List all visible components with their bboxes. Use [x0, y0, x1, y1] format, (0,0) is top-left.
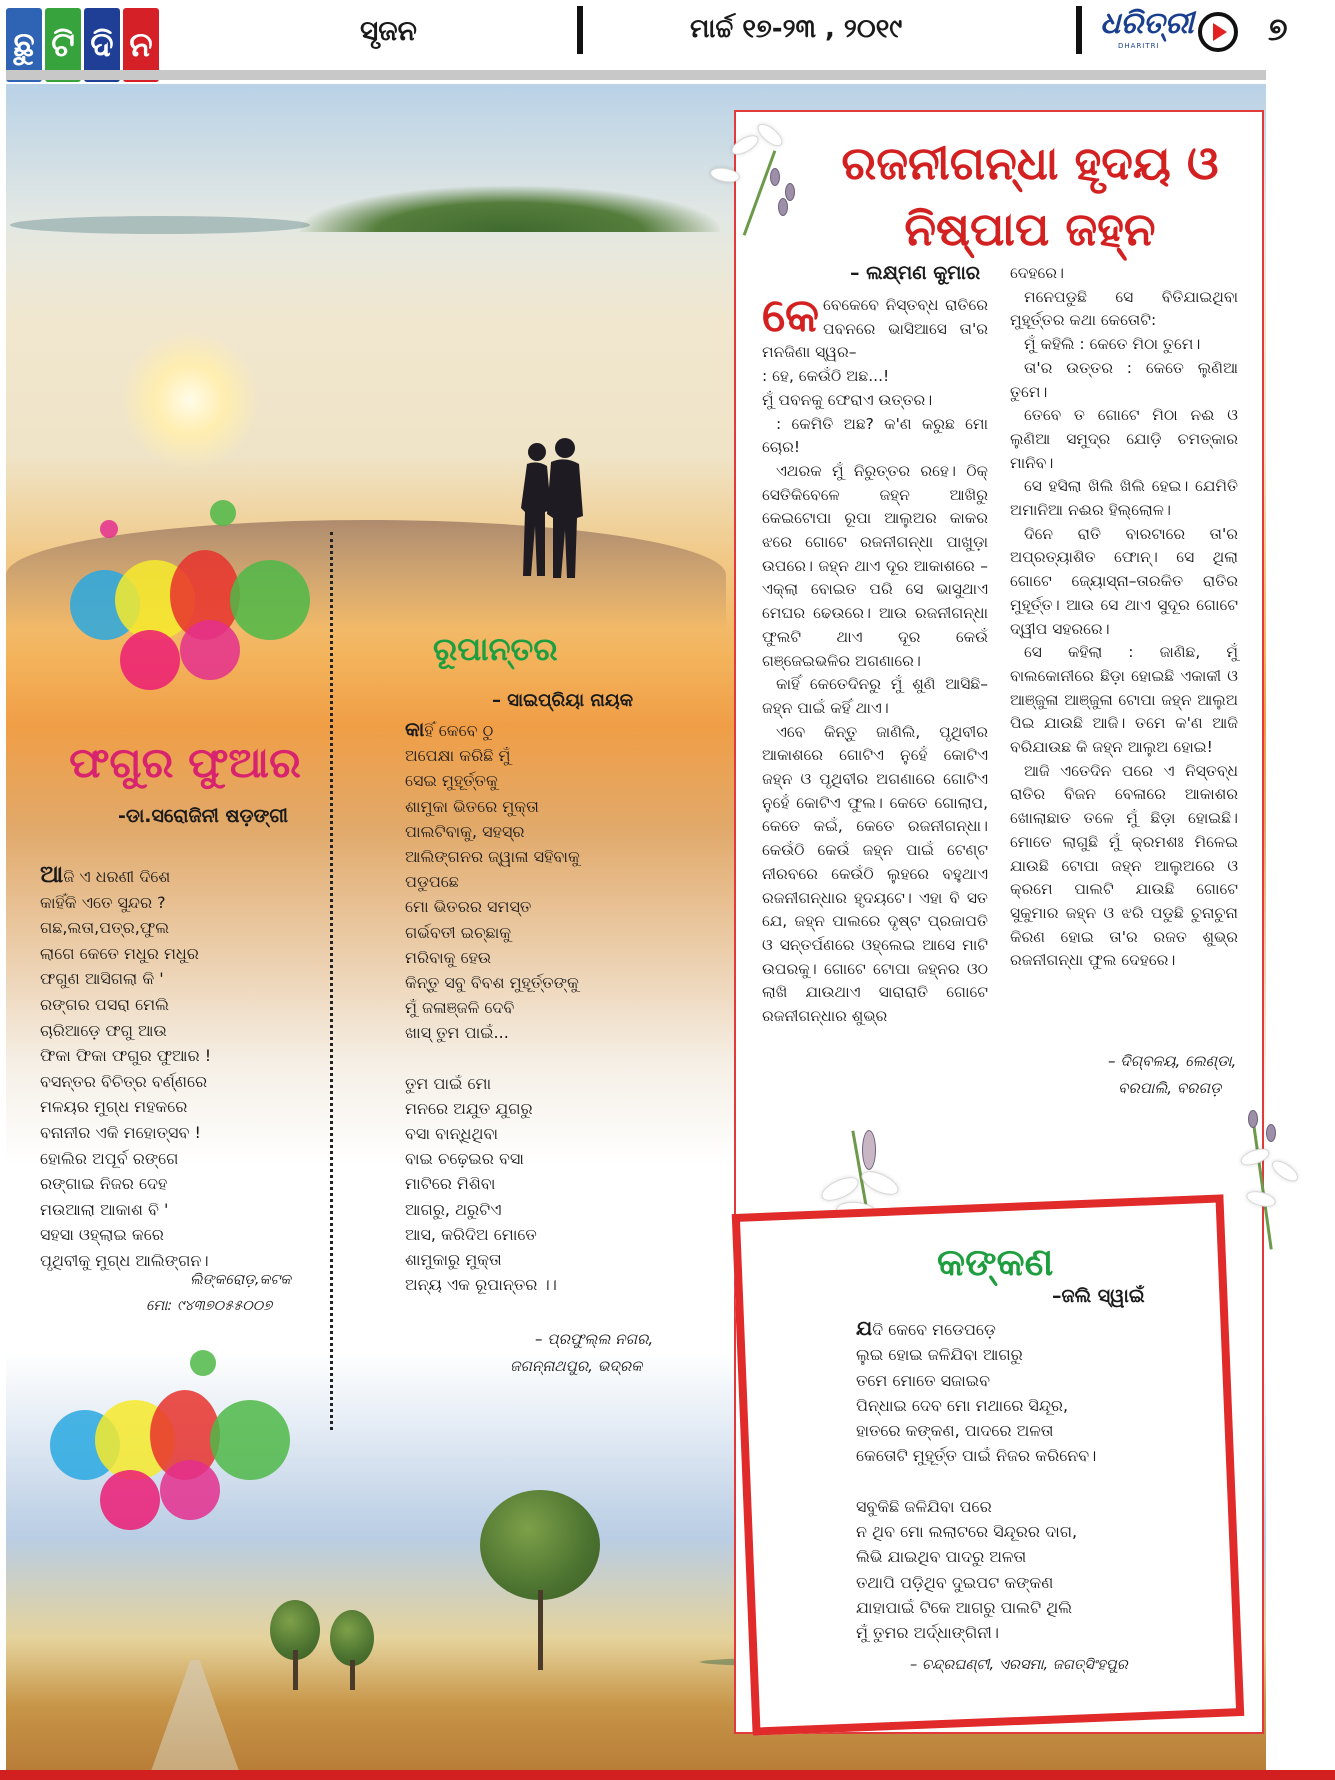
couple-silhouette-image	[505, 438, 595, 580]
article-headline: ରଜନୀଗନ୍ଧା ହୃଦୟ ଓ ନିଷ୍ପାପ ଜହ୍ନ	[841, 136, 1219, 256]
poem-line: ଅନ୍ୟ ଏକ ରୂପାନ୍ତର ।।	[405, 1275, 557, 1295]
poem-line: ଲିଭି ଯାଇଥିବ ପାଦରୁ ଅଳତା	[856, 1547, 1027, 1567]
stanza-gap	[856, 1469, 1186, 1494]
poem-line: ବନାନୀର ଏକି ମହୋତ୍ସବ !	[40, 1122, 201, 1142]
author-address: – ଦିଗ୍‌ବଳୟ, ଲେଣ୍ଡା,	[1108, 1052, 1237, 1070]
poem-body	[405, 717, 675, 1297]
poem-body	[40, 862, 325, 1274]
tree	[330, 1610, 374, 1666]
poem-line: ମୋ ଭିତରର ସମସ୍ତ	[405, 897, 532, 917]
article-paragraph: ତା'ର ଉତ୍ତର : କେତେ ଲୁଣିଆ ତୁମେ।	[1010, 358, 1238, 401]
poem-line: ଆଲିଙ୍ଗନର ଜ୍ୱାଳା ସହିବାକୁ	[405, 847, 580, 867]
poem-line: ତମେ ମୋତେ ସଜାଇବ	[856, 1370, 990, 1390]
distant-hills	[10, 216, 310, 234]
article-paragraph: ମନେପଡୁଛି ସେ ବିତିଯାଇଥିବା ମୁହୂର୍ତ୍ତର କଥା କେତୋଟି:	[1010, 287, 1238, 330]
tuberose-flower-image	[1220, 1100, 1320, 1250]
poem-line: ବସନ୍ତର ବିଚିତ୍ର ବର୍ଣ୍ଣରେ	[40, 1071, 208, 1091]
poet-address: – ଚନ୍ଦ୍ରଘଣ୍ଟୀ, ଏରସମା, ଜଗତ୍‌ସିଂହପୁର	[910, 1657, 1128, 1673]
poet-address: ଜଗନ୍ନାଥପୁର, ଭଦ୍ରକ	[510, 1357, 643, 1375]
poem-line: ତଥାପି ପଡ଼ିଥିବ ଦୁଇପଟ କଙ୍କଣ	[856, 1572, 1054, 1592]
header-band	[6, 70, 1266, 80]
article-paragraph: ଏଥରକ ମୁଁ ନିରୁତ୍ତର ରହେ। ଠିକ୍ ସେତିକିବେଳେ ଜହ୍ନ ଆଖିରୁ କେଇଟୋପା ରୂପା ଆଲୁଅର କାକର ଝରେ ଗୋଟେ ରଜନୀଗନ୍ଧା ପାଖୁଡ଼ା ଉପରେ। ଜହ୍ନ ଥାଏ ଦୂର ଆକାଶରେ – ଏକ୍ଲା ବୋଇତ ପରି ସେ ଭାସୁଥାଏ ମେଘର ଢେଉରେ। ଆଉ ରଜନୀଗନ୍ଧା ଫୁଲଟି ଥାଏ ଦୂର କେଉଁ ଗଞ୍ଜେଇଭଳିର ଅଗଣାରେ।	[762, 461, 988, 670]
article-column-2	[1010, 262, 1238, 973]
treeline	[300, 186, 720, 232]
article-paragraph: : ହେ, କେଉଁଠି ଅଛ...!	[762, 367, 890, 386]
drop-cap: କେ	[762, 288, 820, 342]
poem-line: ଆଜି ଏ ଧରଣୀ ଦିଶେ	[40, 860, 171, 888]
brand-subtitle: DHARITRI	[1118, 42, 1160, 50]
header-divider	[577, 6, 583, 54]
poet-address: ଲିଙ୍କରୋଡ଼,କଟକ	[190, 1272, 291, 1288]
poem-line: ଯାହାପାଇଁ ଟିକେ ଆଗରୁ ପାଲଟି ଥିଲି	[856, 1597, 1073, 1617]
poet-phone: ମୋ: ୯୪୩୭୦୫୫୦୦୭	[146, 1298, 273, 1314]
poem-line: ହୋଲିର ଅପୂର୍ବ ରଙ୍ଗେ	[40, 1148, 179, 1168]
poem-body	[856, 1316, 1186, 1646]
drop-cap: ଆ	[40, 860, 64, 888]
poem-line: ଅପେକ୍ଷା କରିଛି ମୁଁ	[405, 746, 511, 766]
poem-line: ବାଇ ଚଢ଼େଇର ବସା	[405, 1149, 524, 1169]
poem-line: ସବୁକିଛି ଜଳିଯିବା ପରେ	[856, 1496, 992, 1516]
logo-letter: ଛୁ	[6, 8, 42, 82]
poem-line: ରଙ୍ଗାଇ ନିଜର ଦେହ	[40, 1174, 168, 1194]
poet-address: – ପ୍ରଫୁଲ୍ଲ ନଗର,	[535, 1330, 654, 1348]
article-paragraph: ମୁଁ କହିଲି : କେତେ ମିଠା ତୁମେ।	[1024, 335, 1201, 354]
poem-line: ମୁଁ ତୁମର ଅର୍ଦ୍ଧାଙ୍ଗିନୀ।	[856, 1623, 1000, 1643]
poem-line: ବସା ବାନ୍ଧିଥିବା	[405, 1124, 499, 1144]
poem-line: କେତୋଟି ମୁହୂର୍ତ୍ତ ପାଇଁ ନିଜର କରିନେବ।	[856, 1446, 1097, 1466]
poem-line: କାହିଁ କେବେ ଠୁ	[405, 717, 494, 741]
poem-line: ଫଗୁଣ ଆସିଗଲା କି '	[40, 969, 164, 989]
poem-line: ତୁମ ପାଇଁ ମୋ	[405, 1073, 492, 1093]
poem-line: ଶାମୁକାରୁ ମୁକ୍ତା	[405, 1250, 502, 1270]
poem-line: ମଉଆଲା ଆକାଶ ବି '	[40, 1199, 169, 1219]
poem-line: ଫିକା ଫିକା ଫଗୁର ଫୁଆର !	[40, 1046, 212, 1066]
poem-line: ଲୁଇ ହୋଇ ଜଳିଯିବା ଆଗରୁ	[856, 1345, 1023, 1365]
holi-color-splash-image	[40, 1350, 300, 1570]
page-number: ୭	[1268, 10, 1288, 48]
issue-date: ମାର୍ଚ୍ଚ ୧୭-୨୩ , ୨୦୧୯	[690, 14, 903, 44]
play-icon[interactable]	[1198, 12, 1238, 52]
author-address: ବରପାଲି, ବରଗଡ଼	[1118, 1079, 1222, 1097]
poem-line: ସହସା ଓହ୍ଲାଇ କରେ	[40, 1225, 164, 1245]
tree-trunk	[293, 1650, 298, 1690]
holi-color-splash-image	[60, 500, 320, 720]
poem-line: ଗଛ,ଲତା,ପତ୍ର,ଫୁଲ	[40, 918, 170, 938]
article-paragraph: ତେବେ ତ ଗୋଟେ ମିଠା ନଈ ଓ ଲୁଣିଆ ସମୁଦ୍ର ଯୋଡ଼ି ଚମତ୍କାର ମାନିବ।	[1010, 406, 1238, 472]
tree	[480, 1490, 600, 1600]
poem-line: ସେଇ ମୁହୂର୍ତ୍ତକୁ	[405, 771, 498, 791]
poem-line: କିନ୍ତୁ ସବୁ ବିବଶ ମୁହୂର୍ତ୍ତଙ୍କୁ	[405, 973, 579, 993]
poem-line: ପାଲଟିବାକୁ, ସହସ୍ର	[405, 821, 525, 841]
logo-letter: ନ	[123, 8, 159, 82]
poem-line: ମନରେ ଅଯୁତ ଯୁଗରୁ	[405, 1098, 533, 1118]
article-paragraph: ଦିନେ ରାତି ବାରଟାରେ ତା'ର ଅପ୍ରତ୍ୟାଶିତ ଫୋନ୍। ସେ ଥିଲା ଗୋଟେ ଜ୍ୟୋସ୍ନା–ତାରକିତ ରାତିର ମୁହୂର୍ତ୍ତ। ଆଉ ସେ ଥାଏ ସୁଦୂର ଗୋଟେ ଦ୍ୱୀପ ସହରରେ।	[1010, 524, 1238, 638]
article-paragraph: ଏବେ କିନ୍ତୁ ଜାଣିଲି, ପୃଥିବୀର ଆକାଶରେ ଗୋଟିଏ ନୁହେଁ କୋଟିଏ ଜହ୍ନ ଓ ପୃଥିବୀର ଅଗଣାରେ ଗୋଟିଏ ନୁହେଁ କୋଟିଏ ଫୁଲ। କେତେ ଗୋଲାପ, କେତେ କଇଁ, କେତେ ରଜନୀଗନ୍ଧା। କେଉଁଠି କେଉଁ ଜହ୍ନ ପାଇଁ ଟେଣ୍ଟ ନୀରବରେ କେଉଁଠି ଲୁହରେ ବହୁଥାଏ ରଜନୀଗନ୍ଧାର ହୃଦୟଟେ। ଏହା ବି ସତ ଯେ, ଜହ୍ନ ପାଲରେ ଦୃଷ୍ଟ ପ୍ରଜାପତି ଓ ସନ୍ତର୍ପଣରେ ଓହ୍ଲେଇ ଆସେ ମାଟି ଉପରକୁ। ଗୋଟେ ଟୋପା ଜହ୍ନର ଓଠ ଲାଖି ଯାଉଥାଏ ସାରାରାତି ଗୋଟେ ରଜନୀଗନ୍ଧାର ଶୁଭ୍ର	[762, 722, 988, 1026]
poem-line: ଶାମୁକା ଭିତରେ ମୁକ୍ତା	[405, 796, 539, 816]
poem-line: ପିନ୍ଧାଇ ଦେବ ମୋ ମଥାରେ ସିନ୍ଦୂର,	[856, 1395, 1069, 1415]
article-author: – ଲକ୍ଷ୍ମଣ କୁମାର	[850, 262, 981, 284]
poem-line: ମଳୟର ମୁଗ୍ଧ ମହକରେ	[40, 1097, 188, 1117]
poem-line: ଲାଗେ କେତେ ମଧୁର ମଧୁର	[40, 943, 199, 963]
drop-cap: କା	[405, 717, 425, 741]
poem-author: -ଡା.ସରୋଜିନୀ ଷଡ଼ଙ୍ଗୀ	[118, 805, 289, 827]
stanza-gap	[405, 1046, 675, 1071]
poem-line: ଆସ, କରିଦିଅ ମୋତେ	[405, 1224, 537, 1244]
section-name: ସୃଜନ	[360, 14, 417, 47]
article-paragraph: ସେ ହସିଲା ଖିଲି ଖିଲି ହେଇ। ଯେମିତି ଅମାନିଆ ନଈର ହିଲ୍ଲୋଳ।	[1010, 477, 1238, 520]
article-paragraph: କେବେକେବେ ନିସ୍ତବ୍ଧ ରାତିରେ ପବନରେ ଭାସିଆସେ ତା'ର ମନଜିଣା ସ୍ୱର–	[762, 288, 988, 362]
poem-line: ମାଟିରେ ମିଶିବା	[405, 1174, 496, 1194]
poem-line: ମରିବାକୁ ହେଉ	[405, 947, 492, 967]
poem-title: ରୂପାନ୍ତର	[433, 630, 558, 668]
poem-title: କଙ୍କଣ	[937, 1240, 1054, 1284]
article-paragraph: ଆଜି ଏତେଦିନ ପରେ ଏ ନିସ୍ତବ୍ଧ ରାତିର ବିଜନ ବେଳାରେ ଆକାଶର ଖୋଲାଛାତ ତଳେ ମୁଁ ଛିଡ଼ା ହୋଇଛି। ମୋତେ ଲାଗୁଛି ମୁଁ କ୍ରମଶଃ ମିଳେଇ ଯାଉଛି ଟୋପା ଜହ୍ନ ଆଲୁଅରେ ଓ କ୍ରମେ ପାଲଟି ଯାଉଛି ଗୋଟେ ସୁକୁମାର ଜହ୍ନ ଓ ଝରି ପଡୁଛି ଚୁନାଚୁନା କିରଣ ହୋଇ ତା'ର ରଜତ ଶୁଭ୍ର ରଜନୀଗନ୍ଧା ଫୁଲ ଦେହରେ।	[1010, 761, 1238, 970]
poem-line: ଯଦି କେବେ ମଡେପଡ଼େ	[856, 1316, 996, 1340]
article-column-1	[762, 288, 988, 1029]
article-paragraph: ଦେହରେ।	[1010, 264, 1064, 282]
poem-line: ପଡୁପଛେ	[405, 872, 459, 892]
tree-trunk	[538, 1590, 543, 1670]
poem-line: ହାତରେ କଙ୍କଣ, ପାଦରେ ଅଳତା	[856, 1421, 1054, 1441]
header-divider	[1076, 6, 1082, 54]
dharitri-brand-logo[interactable]: ଧରିତ୍ରୀ	[1100, 6, 1194, 41]
article-paragraph: ମୁଁ ପବନକୁ ଫେରାଏ ଉତ୍ତର।	[762, 390, 933, 409]
poem-line: ନ ଥିବ ମୋ ଲଲାଟରେ ସିନ୍ଦୂରର ଦାଗ,	[856, 1522, 1078, 1542]
logo-letter: ଟି	[45, 8, 81, 82]
poem-line: ଖାସ୍ ତୁମ ପାଇଁ...	[405, 1023, 509, 1043]
footer-band	[0, 1770, 1335, 1780]
poem-line: ଗର୍ଭବତୀ ଇଚ୍ଛାକୁ	[405, 922, 512, 942]
article-paragraph: କାହିଁ କେତେଦିନରୁ ମୁଁ ଶୁଣି ଆସିଛି– ଜହ୍ନ ପାଇଁ କହିଁ ଥାଏ।	[762, 675, 988, 717]
poem-line: ପୃଥିବୀକୁ ମୁଗ୍ଧ ଆଲିଙ୍ଗନ।	[40, 1250, 209, 1270]
logo-letter: ଦି	[84, 8, 120, 82]
poem-author: –ଜଲି ସ୍ୱାଇଁ	[1052, 1285, 1145, 1307]
poem-title: ଫଗୁର ଫୁଆର	[69, 738, 301, 787]
drop-cap: ଯ	[856, 1316, 873, 1340]
poem-line: ରଙ୍ଗର ପସରା ମେଲି	[40, 994, 169, 1014]
poem-line: ଚାରିଆଡ଼େ ଫଗୁ ଆଉ	[40, 1020, 167, 1040]
poem-line: ମୁଁ ଜଳାଞ୍ଜଳି ଦେବି	[405, 998, 515, 1018]
article-paragraph: ସେ କହିଲା : ଜାଣିଛ, ମୁଁ ବାଲକୋନୀରେ ଛିଡ଼ା ହୋଇଛି ଏକାକୀ ଓ ଆଞ୍ଜୁଳା ଆଞ୍ଜୁଳା ଟୋପା ଜହ୍ନ ଆଲୁଅ ପିଇ ଯାଉଛି ଆଜି। ତମେ କ'ଣ ଆଜି ବରିଯାଉଛ କି ଜହ୍ନ ଆଲୁଅ ହୋଇ!	[1010, 643, 1238, 757]
sun-glow	[120, 330, 260, 470]
masthead	[0, 0, 1335, 66]
poem-author: – ସାଇପ୍ରିୟା ନାୟକ	[492, 690, 634, 711]
poem-line: କାହିଁକି ଏତେ ସୁନ୍ଦର ?	[40, 892, 166, 912]
column-divider	[330, 532, 333, 1430]
poem-line: ଆଗରୁ, ଥରୁଟିଏ	[405, 1199, 502, 1219]
article-paragraph: : କେମିତି ଅଛ? କ'ଣ କରୁଛ ମୋ ଚୋର!	[762, 414, 988, 457]
tree-trunk	[350, 1660, 355, 1690]
